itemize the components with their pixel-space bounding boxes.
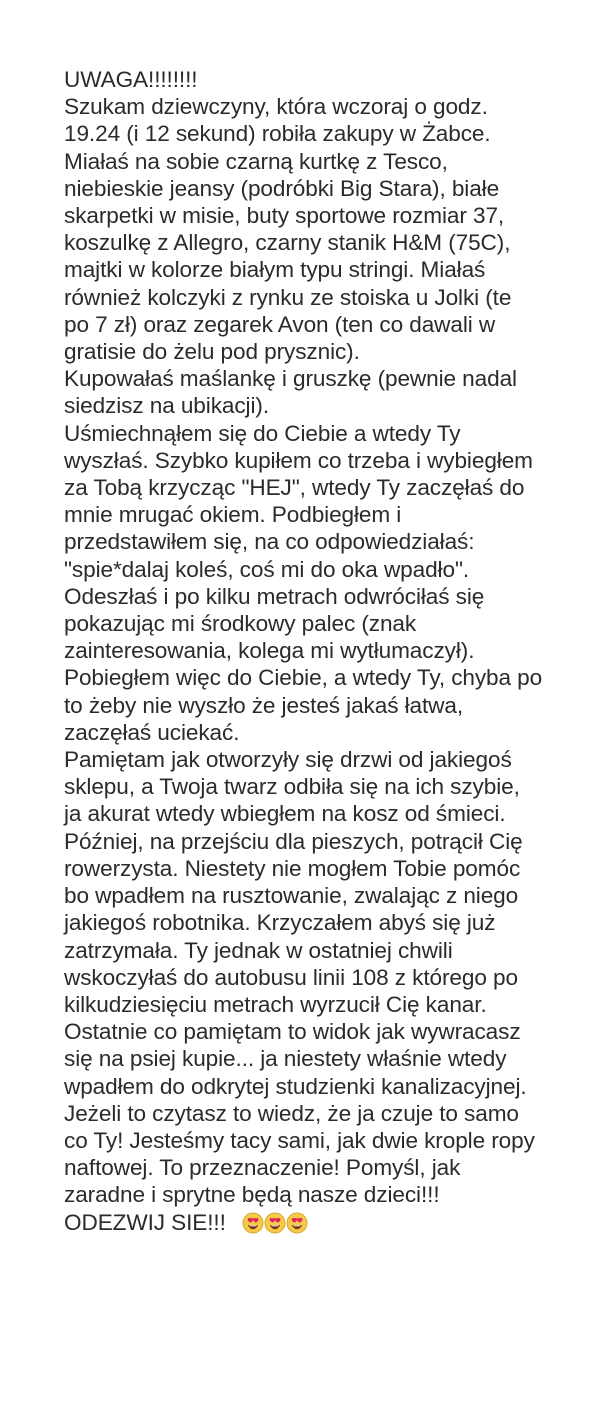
post-text-line: po 7 zł) oraz zegarek Avon (ten co dawali w [64,311,496,337]
post-text-line: również kolczyki z rynku ze stoiska u Jolki (te [64,284,512,310]
post-text-line: mnie mrugać okiem. Podbiegłem i [64,502,402,528]
post-text-line: Miałaś na sobie czarną kurtkę z Tesco, [64,148,448,174]
post-text-line: niebieskie jeansy (podróbki Big Stara), białe [64,175,500,201]
post-text [64,66,584,1209]
call-to-action-text: ODEZWIJ SIE!!! [64,1209,226,1235]
post-text-line: się na psiej kupie... ja niestety właśnie wtedy [64,1046,507,1072]
post-text-line: wskoczyłaś do autobusu linii 108 z którego po [64,964,518,990]
post-text-line: przedstawiłem się, na co odpowiedziałaś: [64,529,475,555]
post-text-line: koszulkę z Allegro, czarny stanik H&M (75C), [64,230,511,256]
post-last-line [64,1209,584,1236]
post-text-line: majtki w kolorze białym typu stringi. Miałaś [64,257,486,283]
post-text-line: pokazując mi środkowy palec (znak [64,611,417,637]
post-text-line: kilkudziesięciu metrach wyrzucił Cię kanar. [64,991,487,1017]
heart-eyes-emoji [242,1212,264,1234]
post-text-line: Odeszłaś i po kilku metrach odwróciłaś się [64,583,485,609]
post-text-line: gratisie do żelu pod prysznic). [64,339,360,365]
post-text-line: zatrzymała. Ty jednak w ostatniej chwili [64,937,453,963]
post-text-line: wyszłaś. Szybko kupiłem co trzeba i wybiegłem [64,447,533,473]
post-text-line: zaradne i sprytne będą nasze dzieci!!! [64,1182,440,1208]
post-text-line: zaczęłaś uciekać. [64,719,240,745]
post-text-line: Kupowałaś maślankę i gruszkę (pewnie nadal [64,366,517,392]
post-text-line: Jeżeli to czytasz to wiedz, że ja czuje to samo [64,1100,519,1126]
post-text-line: zainteresowania, kolega mi wytłumaczył). [64,638,475,664]
post-text-line: jakiegoś robotnika. Krzyczałem abyś się już [64,910,496,936]
post-body [64,66,584,1236]
post-text-line: to żeby nie wyszło że jesteś jakaś łatwa, [64,692,464,718]
post-text-line: sklepu, a Twoja twarz odbiła się na ich szybie, [64,774,520,800]
post-text-line: Szukam dziewczyny, która wczoraj o godz. [64,94,488,120]
post-text-line: ja akurat wtedy wbiegłem na kosz od śmieci. [64,801,506,827]
post-text-line: "spie*dalaj koleś, coś mi do oka wpadło". [64,556,470,582]
post-text-line: Pobiegłem więc do Ciebie, a wtedy Ty, chyba po [64,665,543,691]
post-text-line: UWAGA!!!!!!!! [64,67,198,92]
post-text-line: bo wpadłem na rusztowanie, zwalając z niego [64,883,519,909]
post-text-line: wpadłem do odkrytej studzienki kanalizacyjnej. [64,1073,527,1099]
post-text-line: Później, na przejściu dla pieszych, potrącił Cię [64,828,523,854]
post-text-line: siedzisz na ubikacji). [64,393,269,419]
post-text-line: za Tobą krzycząc "HEJ", wtedy Ty zaczęłaś do [64,475,525,501]
post-text-line: Ostatnie co pamiętam to widok jak wywracasz [64,1019,521,1045]
post-text-line: 19.24 (i 12 sekund) robiła zakupy w Żabce. [64,121,491,147]
post-text-line: rowerzysta. Niestety nie mogłem Tobie pomóc [64,855,521,881]
emoji-group [242,1212,308,1234]
post-text-line: skarpetki w misie, buty sportowe rozmiar 37, [64,203,505,229]
post-text-line: naftowej. To przeznaczenie! Pomyśl, jak [64,1155,461,1181]
post-text-line: Uśmiechnąłem się do Ciebie a wtedy Ty [64,420,461,446]
heart-eyes-emoji [264,1212,286,1234]
post-text-line: co Ty! Jesteśmy tacy sami, jak dwie krople ropy [64,1127,535,1153]
heart-eyes-emoji [286,1212,308,1234]
post-text-line: Pamiętam jak otworzyły się drzwi od jakiegoś [64,747,512,773]
